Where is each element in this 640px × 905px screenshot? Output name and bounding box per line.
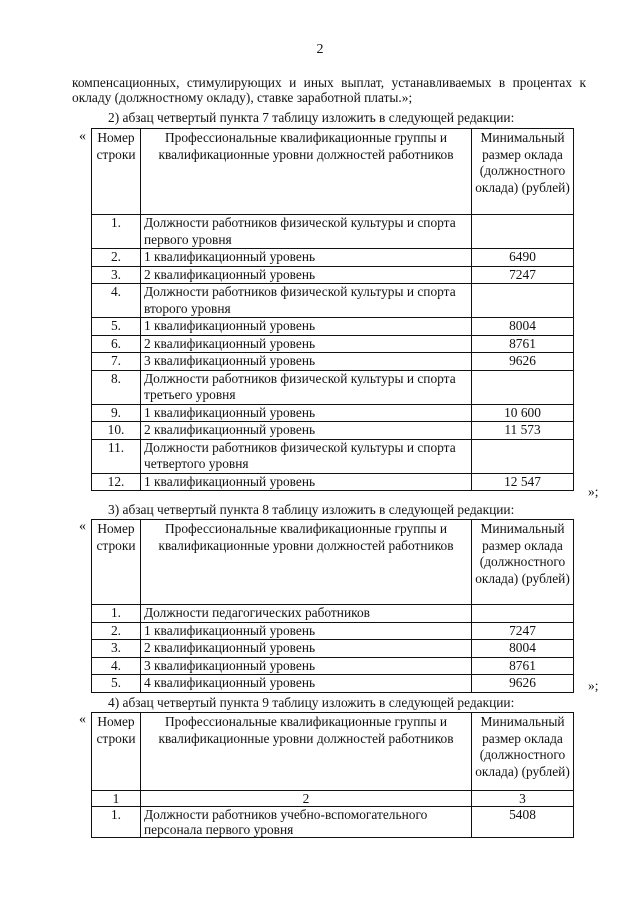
row-name: 1 квалификационный уровень bbox=[141, 622, 472, 640]
intro-paragraph: компенсационных, стимулирующих и иных выплат, устанавливаемых в процентах к окладу (должностному окладу), ставке заработной платы.»; bbox=[72, 75, 586, 105]
table-row bbox=[92, 657, 574, 675]
row-salary: 9626 bbox=[472, 675, 574, 693]
row-number: 7. bbox=[92, 353, 141, 371]
header-col-number: Номер строки bbox=[92, 713, 141, 791]
row-number: 2. bbox=[92, 249, 141, 267]
table-row bbox=[92, 640, 574, 658]
row-salary bbox=[472, 215, 574, 249]
table-row bbox=[92, 318, 574, 336]
item-4-heading: 4) абзац четвертый пункта 9 таблицу изложить в следующей редакции: bbox=[108, 695, 515, 710]
row-number: 4. bbox=[92, 657, 141, 675]
table-row bbox=[92, 404, 574, 422]
row-salary: 11 573 bbox=[472, 422, 574, 440]
table2-open-quote: « bbox=[79, 519, 86, 534]
row-number: 2. bbox=[92, 622, 141, 640]
row-number: 1. bbox=[92, 605, 141, 623]
header-col-groups: Профессиональные квалификационные группы и квалификационные уровни должностей работников bbox=[141, 129, 472, 215]
header-col-salary: Минимальный размер оклада (должностного оклада) (рублей) bbox=[472, 713, 574, 791]
item-3-heading: 3) абзац четвертый пункта 8 таблицу изложить в следующей редакции: bbox=[108, 502, 515, 517]
table-row bbox=[92, 622, 574, 640]
table3-header-row bbox=[92, 713, 574, 791]
row-name: 2 квалификационный уровень bbox=[141, 422, 472, 440]
page-number: 2 bbox=[316, 42, 324, 57]
table-row bbox=[92, 215, 574, 249]
table-1 bbox=[91, 128, 574, 491]
row-number: 5. bbox=[92, 318, 141, 336]
table-3 bbox=[91, 712, 574, 838]
table-row bbox=[92, 807, 574, 838]
row-name: 3 квалификационный уровень bbox=[141, 657, 472, 675]
header-col-number: Номер строки bbox=[92, 129, 141, 215]
row-number: 3. bbox=[92, 266, 141, 284]
item-2-heading: 2) абзац четвертый пункта 7 таблицу изложить в следующей редакции: bbox=[108, 110, 515, 125]
row-name: Должности работников физической культуры и спорта четвертого уровня bbox=[141, 439, 472, 473]
table-2 bbox=[91, 519, 574, 693]
row-name: Должности работников физической культуры и спорта третьего уровня bbox=[141, 370, 472, 404]
colnum-3: 3 bbox=[472, 791, 574, 807]
row-salary: 6490 bbox=[472, 249, 574, 267]
row-salary: 8004 bbox=[472, 640, 574, 658]
row-salary bbox=[472, 605, 574, 623]
row-name: Должности работников физической культуры и спорта первого уровня bbox=[141, 215, 472, 249]
row-number: 1. bbox=[92, 807, 141, 838]
row-salary bbox=[472, 284, 574, 318]
table-row bbox=[92, 675, 574, 693]
row-salary: 8004 bbox=[472, 318, 574, 336]
row-number: 8. bbox=[92, 370, 141, 404]
table-row bbox=[92, 370, 574, 404]
row-number: 3. bbox=[92, 640, 141, 658]
table2-header-row bbox=[92, 520, 574, 605]
header-col-groups: Профессиональные квалификационные группы и квалификационные уровни должностей работников bbox=[141, 520, 472, 605]
row-salary: 10 600 bbox=[472, 404, 574, 422]
table-row bbox=[92, 249, 574, 267]
row-number: 1. bbox=[92, 215, 141, 249]
header-col-salary: Минимальный размер оклада (должностного оклада) (рублей) bbox=[472, 520, 574, 605]
table2-close-quote: »; bbox=[588, 678, 599, 693]
row-name: 4 квалификационный уровень bbox=[141, 675, 472, 693]
row-salary: 12 547 bbox=[472, 473, 574, 491]
row-salary: 7247 bbox=[472, 266, 574, 284]
row-number: 6. bbox=[92, 335, 141, 353]
header-col-salary: Минимальный размер оклада (должностного оклада) (рублей) bbox=[472, 129, 574, 215]
row-name: 2 квалификационный уровень bbox=[141, 266, 472, 284]
row-number: 5. bbox=[92, 675, 141, 693]
table1-close-quote: »; bbox=[588, 484, 599, 499]
table-row bbox=[92, 266, 574, 284]
table-row bbox=[92, 335, 574, 353]
row-salary bbox=[472, 370, 574, 404]
row-salary: 8761 bbox=[472, 335, 574, 353]
header-col-number: Номер строки bbox=[92, 520, 141, 605]
colnum-1: 1 bbox=[92, 791, 141, 807]
row-number: 4. bbox=[92, 284, 141, 318]
row-salary: 8761 bbox=[472, 657, 574, 675]
row-name: Должности работников учебно-вспомогательного персонала первого уровня bbox=[141, 807, 472, 838]
row-salary: 7247 bbox=[472, 622, 574, 640]
row-name: 1 квалификационный уровень bbox=[141, 318, 472, 336]
row-name: 1 квалификационный уровень bbox=[141, 404, 472, 422]
row-name: Должности педагогических работников bbox=[141, 605, 472, 623]
table-row bbox=[92, 605, 574, 623]
table3-open-quote: « bbox=[79, 712, 86, 727]
table-row bbox=[92, 439, 574, 473]
row-name: 1 квалификационный уровень bbox=[141, 249, 472, 267]
row-salary: 5408 bbox=[472, 807, 574, 838]
row-number: 12. bbox=[92, 473, 141, 491]
row-number: 11. bbox=[92, 439, 141, 473]
row-name: 2 квалификационный уровень bbox=[141, 335, 472, 353]
row-salary bbox=[472, 439, 574, 473]
table3-colnum-row bbox=[92, 791, 574, 807]
table1-open-quote: « bbox=[79, 129, 86, 144]
table1-header-row bbox=[92, 129, 574, 215]
row-number: 10. bbox=[92, 422, 141, 440]
row-name: 3 квалификационный уровень bbox=[141, 353, 472, 371]
row-name: 2 квалификационный уровень bbox=[141, 640, 472, 658]
table-row bbox=[92, 284, 574, 318]
table-row bbox=[92, 422, 574, 440]
row-salary: 9626 bbox=[472, 353, 574, 371]
colnum-2: 2 bbox=[141, 791, 472, 807]
header-col-groups: Профессиональные квалификационные группы и квалификационные уровни должностей работников bbox=[141, 713, 472, 791]
table-row bbox=[92, 353, 574, 371]
row-number: 9. bbox=[92, 404, 141, 422]
row-name: 1 квалификационный уровень bbox=[141, 473, 472, 491]
table-row bbox=[92, 473, 574, 491]
row-name: Должности работников физической культуры и спорта второго уровня bbox=[141, 284, 472, 318]
